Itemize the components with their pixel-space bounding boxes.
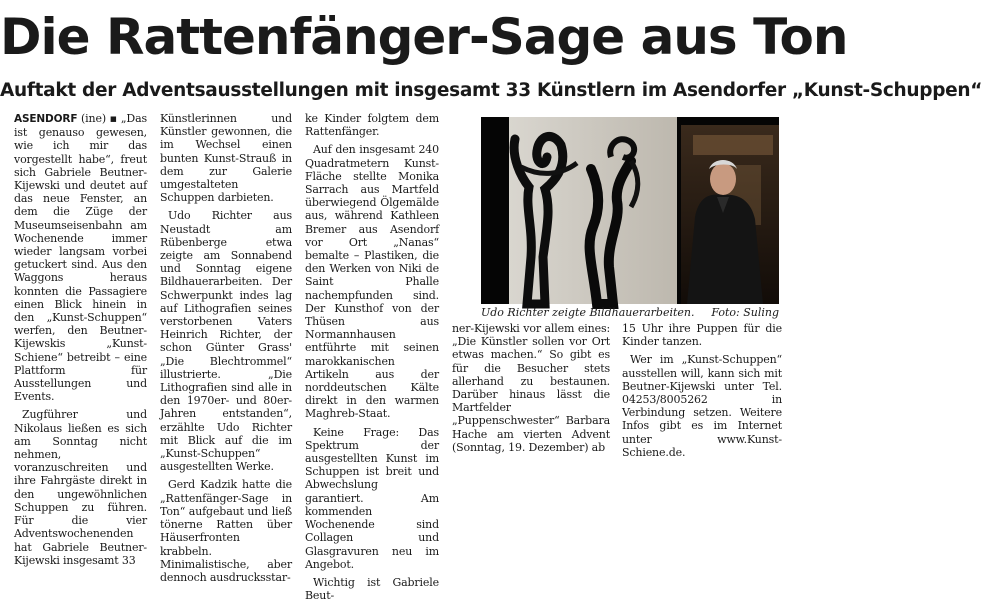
caption-text: Udo Richter zeigte Bildhauerarbeiten.	[481, 306, 695, 319]
subheadline: Auftakt der Adventsausstellungen mit insgesamt 33 Künstlern im Asendorfer „Kunst-Schuppen“	[0, 80, 982, 101]
paragraph: Udo Richter aus Neustadt am Rübenberge etwa zeigte am Sonnabend und Sonntag eigene Bildhauerarbeiten. Der Schwerpunkt indes lag auf Lithografien seines verstorbenen Vaters Heinrich Richter, der schon Günter Grass' „Die Blechtrommel“ illustrierte. „Die Lithografien sind alle in den 1970er- und 80er-Jahren entstanden“, erzählte Udo Richter mit Blick auf die im „Kunst-Schuppen“ ausgestellten Werke.	[160, 209, 292, 474]
author-tag: (ine) ▪	[81, 112, 118, 125]
headline: Die Rattenfänger-Sage aus Ton	[0, 8, 848, 66]
paragraph-text: „Das ist genauso gewesen, wie ich mir das vorgestellt habe“, freut sich Gabriele Beutner-Kijewski und deutet auf das neue Fenster, an dem die Züge der Museumseisenbahn am Wochenende immer wieder langsam vorbei getuckert sind. Aus den Waggons heraus konnten die Passagiere einen Blick hinein in den „Kunst-Schuppen“ werfen, den Beutner-Kijewskis „Kunst-Schiene“ betreibt – eine Plattform für Ausstellungen und Events.	[14, 112, 147, 404]
photo-caption	[481, 306, 779, 319]
paragraph: ke Kinder folgtem dem Rattenfänger.	[305, 112, 439, 139]
article-column-5	[622, 322, 782, 464]
photo-credit: Foto: Suling	[711, 306, 779, 319]
article-photo	[481, 117, 779, 304]
paragraph: Wer im „Kunst-Schuppen“ ausstellen will, kann sich mit Beutner-Kijewski unter Tel. 04253/8005262 in Verbindung setzen. Weitere Infos gibt es im Internet unter www.Kunst-Schiene.de.	[622, 353, 782, 459]
article-column-1	[14, 112, 147, 572]
paragraph: ner-Kijewski vor allem eines: „Die Künstler sollen vor Ort etwas machen.“ So gibt es für die Besucher stets allerhand zu bestaunen. Darüber hinaus lässt die Martfelder „Puppenschwester“ Barbara Hache am vierten Advent (Sonntag, 19. Dezember) ab	[452, 322, 610, 454]
paragraph	[14, 112, 147, 403]
paragraph: Künstlerinnen und Künstler gewonnen, die im Wechsel einen bunten Kunst-Strauß in dem zur Galerie umgestalteten Schuppen darbieten.	[160, 112, 292, 205]
dateline: ASENDORF	[14, 113, 78, 125]
article-column-2	[160, 112, 292, 589]
paragraph: Gerd Kadzik hatte die „Rattenfänger-Sage in Ton“ aufgebaut und ließ tönerne Ratten über Häuserfronten krabbeln. Minimalistische, aber dennoch ausdrucksstar-	[160, 478, 292, 584]
paragraph: Keine Frage: Das Spektrum der ausgestellten Kunst im Schuppen ist breit und Abwechslung garantiert. Am kommenden Wochenende sind Collagen und Glasgravuren neu im Angebot.	[305, 425, 439, 571]
paragraph: Zugführer und Nikolaus ließen es sich am Sonntag nicht nehmen, voranzuschreiten und ihre Fahrgäste direkt in den ungewöhnlichen Schuppen zu führen. Für die vier Adventswochenenden hat Gabriele Beutner-Kijewski insgesamt 33	[14, 408, 147, 567]
paragraph: 15 Uhr ihre Puppen für die Kinder tanzen.	[622, 322, 782, 349]
paragraph: Auf den insgesamt 240 Quadratmetern Kunst-Fläche stellte Monika Sarrach aus Martfeld überwiegend Ölgemälde aus, während Kathleen Bremer aus Asendorf vor Ort „Nanas“ bemalte – Plastiken, die den Werken von Niki de Saint Phalle nachempfunden sind. Der Kunsthof von der Thüsen aus Normannhausen entführte mit seinen marokkanischen Artikeln aus der norddeutschen Kälte direkt in den warmen Maghreb-Staat.	[305, 143, 439, 421]
photo-sculptures-and-artist-image	[481, 117, 779, 304]
article-column-4	[452, 322, 610, 459]
paragraph: Wichtig ist Gabriele Beut-	[305, 575, 439, 603]
article-column-3	[305, 112, 439, 607]
